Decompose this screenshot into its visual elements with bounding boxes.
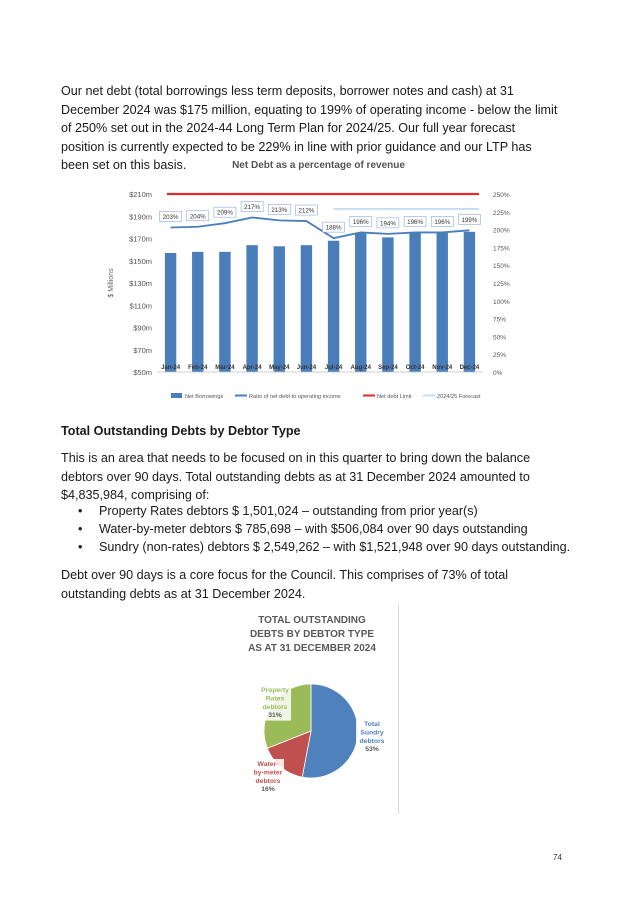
data-label: 196%	[407, 218, 423, 226]
chart-title: Net Debt as a percentage of revenue	[232, 160, 405, 171]
bar-net-borrowings	[274, 246, 285, 372]
x-tick-label: Jun-24	[296, 365, 317, 371]
bar-net-borrowings	[464, 232, 475, 372]
bar-net-borrowings	[328, 241, 339, 372]
x-tick-label: Dec-24	[459, 365, 480, 371]
x-tick-label: May-24	[269, 365, 290, 371]
list-item-text: Property Rates debtors $ 1,501,024 – outstanding from prior year(s)	[99, 504, 478, 518]
bullet-icon: •	[78, 522, 83, 536]
data-label: 204%	[189, 213, 206, 221]
y2-tick-label: 175%	[493, 245, 510, 253]
bar-net-borrowings	[355, 233, 366, 372]
x-tick-label: Jan-24	[161, 365, 181, 371]
bar-net-borrowings	[301, 245, 312, 372]
bullet-icon: •	[78, 504, 83, 518]
data-label: 212%	[298, 207, 315, 215]
pie-title-line: DEBTS BY DEBTOR TYPE	[249, 629, 375, 640]
bar-net-borrowings	[409, 233, 420, 372]
data-label: 213%	[271, 206, 288, 214]
y-axis-label: $ Millions	[108, 268, 115, 298]
bar-net-borrowings	[219, 252, 230, 372]
data-label: 209%	[217, 209, 233, 217]
debtor-pie-chart	[226, 676, 398, 806]
debtor-list	[61, 502, 581, 556]
net-debt-chart	[105, 178, 525, 408]
pie-slice-label: Total	[364, 721, 380, 728]
legend-swatch	[171, 393, 182, 398]
data-label: 217%	[244, 203, 260, 211]
page-number: 74	[553, 853, 562, 862]
y2-tick-label: 125%	[493, 281, 510, 288]
y-tick-label: $110m	[129, 301, 152, 311]
pie-slice-label: debtors	[262, 703, 288, 711]
y2-tick-label: 0%	[493, 370, 503, 377]
bar-net-borrowings	[246, 245, 257, 372]
closing-paragraph: Debt over 90 days is a core focus for the Council. This comprises of 73% of total outstanding debts as at 31 December 2024.	[61, 568, 509, 601]
pie-slice-value: 31%	[268, 712, 282, 720]
y2-tick-label: 25%	[493, 352, 507, 360]
legend-label: Ratio of net debt to operating income	[249, 394, 341, 400]
data-label: 188%	[325, 224, 342, 232]
x-tick-label: Mar-24	[215, 365, 235, 371]
legend-label: Net Borrowings	[185, 394, 224, 400]
pie-title-line: AS AT 31 DECEMBER 2024	[248, 643, 376, 654]
x-tick-label: Apr-24	[242, 365, 262, 371]
y2-tick-label: 50%	[493, 334, 507, 342]
list-item	[61, 502, 581, 520]
x-tick-label: Oct-24	[405, 365, 425, 371]
list-item	[61, 538, 581, 556]
data-label: 196%	[434, 218, 451, 226]
y2-tick-label: 250%	[493, 192, 510, 199]
y-tick-label: $50m	[133, 368, 152, 377]
data-label: 196%	[352, 218, 369, 226]
y-tick-label: $130m	[129, 279, 152, 288]
data-label: 194%	[380, 220, 396, 228]
section-heading: Total Outstanding Debts by Debtor Type	[61, 424, 301, 438]
section-intro-paragraph: This is an area that needs to be focused on in this quarter to bring down the balance debtors over 90 days. Total outstanding debts as at 31 December 2024 amounted to $4,835,984, comprising of:	[61, 451, 531, 503]
pie-title-line: TOTAL OUTSTANDING	[258, 615, 366, 626]
bar-net-borrowings	[437, 233, 448, 372]
x-tick-label: Jul-24	[324, 365, 343, 371]
bar-net-borrowings	[165, 253, 176, 372]
bar-net-borrowings	[192, 252, 203, 372]
y2-tick-label: 225%	[493, 209, 510, 217]
y2-tick-label: 100%	[493, 298, 510, 306]
legend-label: 2024/25 Forecast	[437, 394, 481, 400]
pie-slice-label: by-meter	[253, 769, 283, 777]
y-tick-label: $90m	[133, 323, 152, 333]
y-tick-label: $150m	[129, 256, 152, 266]
y2-tick-label: 75%	[493, 316, 507, 324]
pie-slice-label: Rates	[265, 695, 285, 703]
x-tick-label: Sep-24	[378, 365, 398, 371]
y2-tick-label: 200%	[493, 227, 510, 235]
list-item	[61, 520, 581, 538]
pie-slice-value: 53%	[365, 746, 379, 754]
pie-slice-label: Water-	[257, 761, 279, 768]
pie-slice-label: debtors	[255, 777, 281, 785]
list-item-text: Water-by-meter debtors $ 785,698 – with $506,084 over 90 days outstanding	[99, 522, 528, 536]
y-tick-label: $70m	[133, 345, 152, 355]
pie-chart-title	[226, 614, 398, 656]
y-tick-label: $210m	[129, 190, 152, 199]
y-tick-label: $190m	[129, 212, 152, 222]
x-tick-label: Aug-24	[350, 365, 371, 371]
x-tick-label: Nov-24	[432, 365, 453, 371]
y2-tick-label: 150%	[493, 263, 510, 271]
pie-slice-label: Property	[261, 687, 289, 694]
bar-net-borrowings	[382, 237, 393, 372]
x-tick-label: Feb-24	[188, 365, 208, 371]
legend-label: Net debt Limit	[377, 394, 412, 400]
pie-slice-value: 16%	[261, 786, 275, 794]
pie-slice-label: Sundry	[360, 729, 384, 737]
list-item-text: Sundry (non-rates) debtors $ 2,549,262 – with $1,521,948 over 90 days outstanding.	[99, 540, 571, 554]
pie-slice-label: debtors	[359, 737, 385, 745]
y-tick-label: $170m	[129, 234, 152, 244]
data-label: 203%	[162, 213, 179, 221]
bullet-icon: •	[78, 540, 83, 554]
data-label: 199%	[461, 216, 478, 224]
intro-paragraph: Our net debt (total borrowings less term deposits, borrower notes and cash) at 31 December 2024 was $175 million, equating to 199% of operating income - below the limit of 250% set out in the 2024-44 Long Term Plan for 2024/25. Our full year forecast position is currently expected to be 229% in line with prior guidance and our LTP has been set on this basis.	[61, 84, 558, 173]
